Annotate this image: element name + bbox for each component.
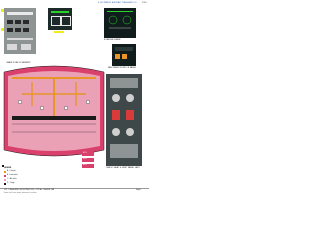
center-display-tag xyxy=(54,31,64,33)
overhead-caption: CABIN ZONE SCHEMATIC xyxy=(6,62,31,64)
ecam-engine-page xyxy=(104,8,136,38)
footer-page: Page 1 xyxy=(136,190,142,191)
panel-switch[interactable] xyxy=(7,20,13,24)
panel-switch[interactable] xyxy=(15,20,21,24)
display-window xyxy=(51,16,61,26)
footer-subtext: Some text here about document revision xyxy=(4,193,37,194)
legend-swatch xyxy=(4,179,6,181)
cargo-subpanel xyxy=(110,78,138,88)
ecam-line xyxy=(107,11,133,12)
ecam-caption: ECAM ENG PAGE xyxy=(104,39,121,41)
zone-badge-label: A1 B xyxy=(83,153,87,154)
zone-badge-label: A2 B xyxy=(83,159,87,160)
fan-speed-panel xyxy=(112,44,136,66)
footer-caption: FIG: 1 CABIN AIRFLOW DISTRIBUTION - TYPICAL - MEDIUM STAT xyxy=(4,190,55,191)
legend-item: D - Cargo xyxy=(7,183,15,184)
legend-title: LEGEND xyxy=(4,168,12,169)
panel-switch[interactable] xyxy=(23,28,29,32)
cargo-guarded-switch[interactable] xyxy=(112,110,120,120)
legend-item: C - Aft cabin xyxy=(7,179,17,180)
callout-marker xyxy=(1,28,4,31)
panel-label-strip xyxy=(7,38,33,40)
cargo-knob[interactable] xyxy=(112,94,120,102)
display-readout xyxy=(51,11,69,13)
panel-switch[interactable] xyxy=(7,28,13,32)
cargo-subpanel xyxy=(110,144,138,158)
zone-badge xyxy=(82,158,94,162)
document-title: ILLUSTRATED AIRCRAFT DIAGRAMS (IL) xyxy=(98,2,137,4)
panel-knob-area[interactable] xyxy=(21,44,31,50)
display-window xyxy=(61,16,71,26)
center-display-panel xyxy=(48,8,72,30)
legend-block xyxy=(4,168,64,188)
zone-badge-label: A3 B xyxy=(83,165,87,166)
panel-button-row[interactable] xyxy=(7,12,33,15)
legend-swatch xyxy=(4,175,6,177)
fan-indicator xyxy=(115,54,120,59)
cargo-knob[interactable] xyxy=(126,94,134,102)
callout-marker xyxy=(1,9,4,12)
legend-item: B - Fwd cabin xyxy=(7,175,18,176)
ecam-gauges xyxy=(107,14,133,32)
cargo-heat-panel xyxy=(106,74,142,166)
cargo-knob[interactable] xyxy=(126,128,134,136)
zone-badge xyxy=(82,152,94,156)
page-number: 1/20 xyxy=(142,2,147,4)
fan-panel-caption: FAN SPEED MONITOR PANEL xyxy=(108,67,137,69)
legend-swatch xyxy=(4,183,6,185)
left-control-panel xyxy=(4,8,36,54)
callout-dot xyxy=(2,165,4,167)
cargo-knob[interactable] xyxy=(112,128,120,136)
fan-indicator xyxy=(122,54,127,59)
panel-knob-area[interactable] xyxy=(7,44,17,50)
cargo-caption: CARGO HEAT & VENT PANEL (AFT) xyxy=(106,167,141,169)
footer-divider xyxy=(0,188,149,189)
panel-switch[interactable] xyxy=(15,28,21,32)
zone-badge xyxy=(82,164,94,168)
fan-readout xyxy=(115,47,133,51)
legend-swatch xyxy=(4,171,6,173)
cabin-airflow-schematic xyxy=(2,58,106,164)
panel-switch[interactable] xyxy=(23,20,29,24)
cargo-guarded-switch[interactable] xyxy=(126,110,134,120)
legend-item: A - Cockpit xyxy=(7,171,16,172)
